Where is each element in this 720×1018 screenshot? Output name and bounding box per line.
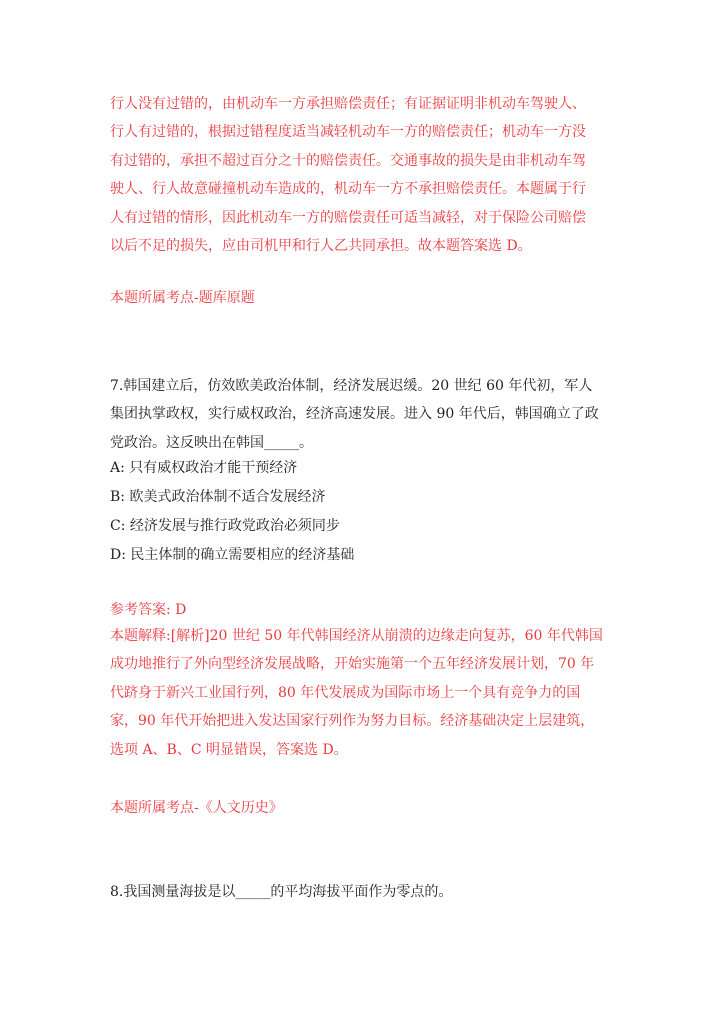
question-stem-line: 集团执掌政权，实行威权政治，经济高速发展。进入 90 年代后，韩国确立了政 — [110, 406, 599, 423]
q7-option-c: C: 经济发展与推行政党政治必须同步 — [110, 518, 340, 534]
q7-answer: 参考答案: D — [110, 602, 187, 618]
analysis-line: 人有过错的情形，因此机动车一方的赔偿责任可适当减轻，对于保险公司赔偿 — [110, 209, 586, 226]
q7-analysis — [110, 622, 603, 764]
analysis-line: 选项 A、B、C 明显错误，答案选 D。 — [110, 741, 348, 758]
analysis-line: 成功地推行了外向型经济发展战略，开始实施第一个五年经济发展计划，70 年 — [110, 656, 595, 673]
prev-analysis-text — [110, 90, 586, 260]
analysis-line: 驶人、行人故意碰撞机动车造成的，机动车一方不承担赔偿责任。本题属于行 — [110, 181, 586, 198]
prev-knowledge-point: 本题所属考点-题库原题 — [110, 290, 255, 306]
question-stem-line: 党政治。这反映出在韩国_____。 — [110, 434, 313, 451]
question-stem-line: 7.韩国建立后，仿效欧美政治体制，经济发展迟缓。20 世纪 60 年代初，军人 — [110, 378, 593, 394]
analysis-line: 行人有过错的，根据过错程度适当减轻机动车一方的赔偿责任；机动车一方没 — [110, 124, 586, 141]
q7-option-b: B: 欧美式政治体制不适合发展经济 — [110, 489, 326, 505]
analysis-line: 以后不足的损失，应由司机甲和行人乙共同承担。故本题答案选 D。 — [110, 238, 532, 255]
analysis-line: 代跻身于新兴工业国行列，80 年代发展成为国际市场上一个具有竞争力的国 — [110, 684, 581, 701]
analysis-line: 行人没有过错的，由机动车一方承担赔偿责任；有证据证明非机动车驾驶人、 — [110, 96, 586, 112]
analysis-line: 本题解释:[解析]20 世纪 50 年代韩国经济从崩溃的边缘走向复苏，60 年代韩国 — [110, 628, 603, 644]
q7-stem — [110, 372, 599, 457]
q7-option-a: A: 只有威权政治才能干预经济 — [110, 460, 298, 476]
q7-knowledge-point: 本题所属考点-《人文历史》 — [110, 800, 283, 816]
analysis-line: 有过错的，承担不超过百分之十的赔偿责任。交通事故的损失是由非机动车驾 — [110, 152, 586, 169]
analysis-line: 家，90 年代开始把进入发达国家行列作为努力目标。经济基础决定上层建筑， — [110, 713, 595, 730]
q8-stem: 8.我国测量海拔是以_____的平均海拔平面作为零点的。 — [110, 884, 453, 900]
q7-option-d: D: 民主体制的确立需要相应的经济基础 — [110, 547, 355, 563]
